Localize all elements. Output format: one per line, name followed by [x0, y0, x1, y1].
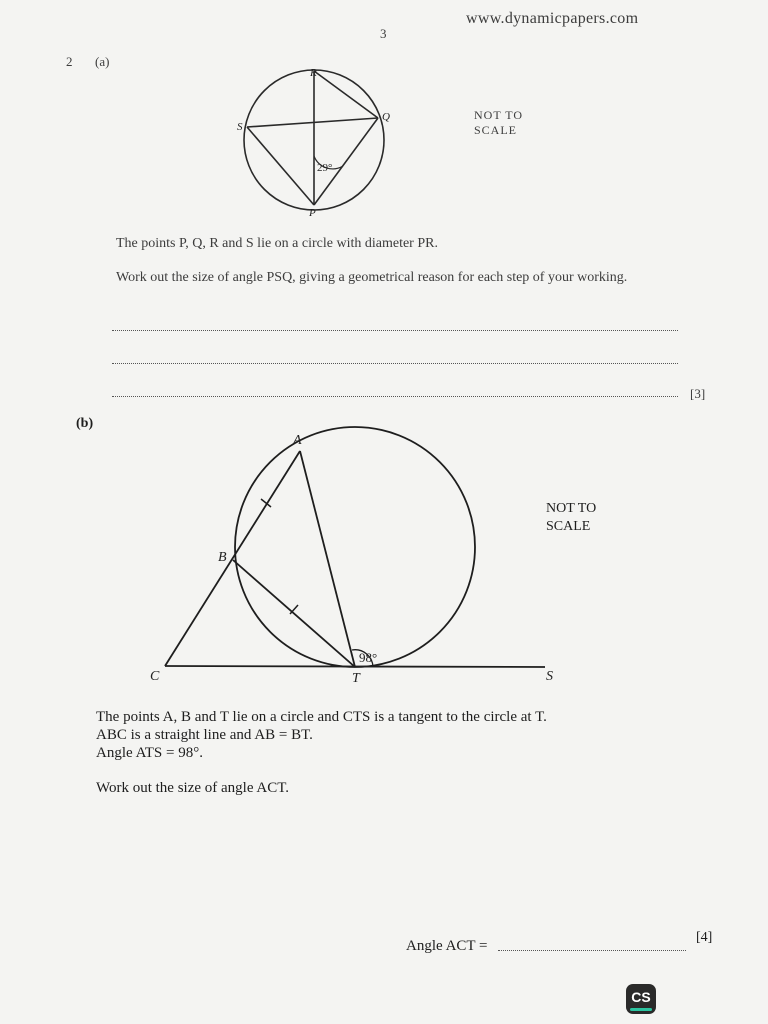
answer-line-act[interactable] — [498, 950, 686, 951]
answer-line-a3[interactable] — [112, 396, 678, 397]
chord-at — [300, 451, 355, 667]
label-s-tangent: S — [546, 669, 553, 684]
label-q: Q — [382, 111, 390, 123]
part-a-label: (a) — [95, 54, 110, 69]
label-s: S — [237, 121, 243, 133]
part-b-statement-2: ABC is a straight line and AB = BT. — [96, 727, 313, 743]
label-r: R — [310, 67, 317, 79]
not-to-scale-a — [474, 108, 523, 138]
label-a: A — [293, 433, 302, 448]
part-b-prompt: Work out the size of angle ACT. — [96, 780, 290, 796]
angle-29-label: 29° — [317, 162, 333, 174]
chord-sq — [247, 118, 378, 127]
part-a-statement-2: Work out the size of angle PSQ, giving a geometrical reason for each step of your working. — [116, 270, 628, 285]
not-to-scale-a-line1: NOT TO — [474, 108, 524, 122]
part-b-statement-1: The points A, B and T lie on a circle and CTS is a tangent to the circle at T. — [96, 709, 547, 725]
marks-b: [4] — [696, 930, 713, 945]
not-to-scale-b — [546, 500, 596, 536]
not-to-scale-a-line2: SCALE — [474, 123, 518, 137]
page-number: 3 — [380, 26, 387, 41]
label-t: T — [352, 671, 360, 686]
label-c: C — [150, 669, 160, 684]
website-url: www.dynamicpapers.com — [466, 10, 639, 27]
answer-line-a2[interactable] — [112, 363, 678, 364]
angle-98-label: 98° — [359, 650, 378, 665]
circle-b — [235, 427, 475, 667]
line-cba — [165, 451, 300, 666]
part-b-statement-3: Angle ATS = 98°. — [96, 745, 203, 761]
answer-label-act: Angle ACT = — [406, 938, 488, 954]
chord-sp — [247, 127, 314, 205]
camscanner-badge[interactable] — [626, 984, 656, 1014]
camscanner-badge-text: CS — [631, 989, 651, 1005]
answer-line-a1[interactable] — [112, 330, 678, 331]
label-p: P — [309, 207, 316, 219]
not-to-scale-b-line2: SCALE — [546, 519, 591, 534]
marks-a: [3] — [690, 386, 706, 401]
not-to-scale-b-line1: NOT TO — [546, 501, 597, 516]
question-number: 2 — [66, 54, 73, 69]
part-a-statement-1: The points P, Q, R and S lie on a circle with diameter PR. — [116, 236, 438, 251]
part-b-label: (b) — [76, 416, 94, 431]
label-b: B — [218, 550, 227, 565]
